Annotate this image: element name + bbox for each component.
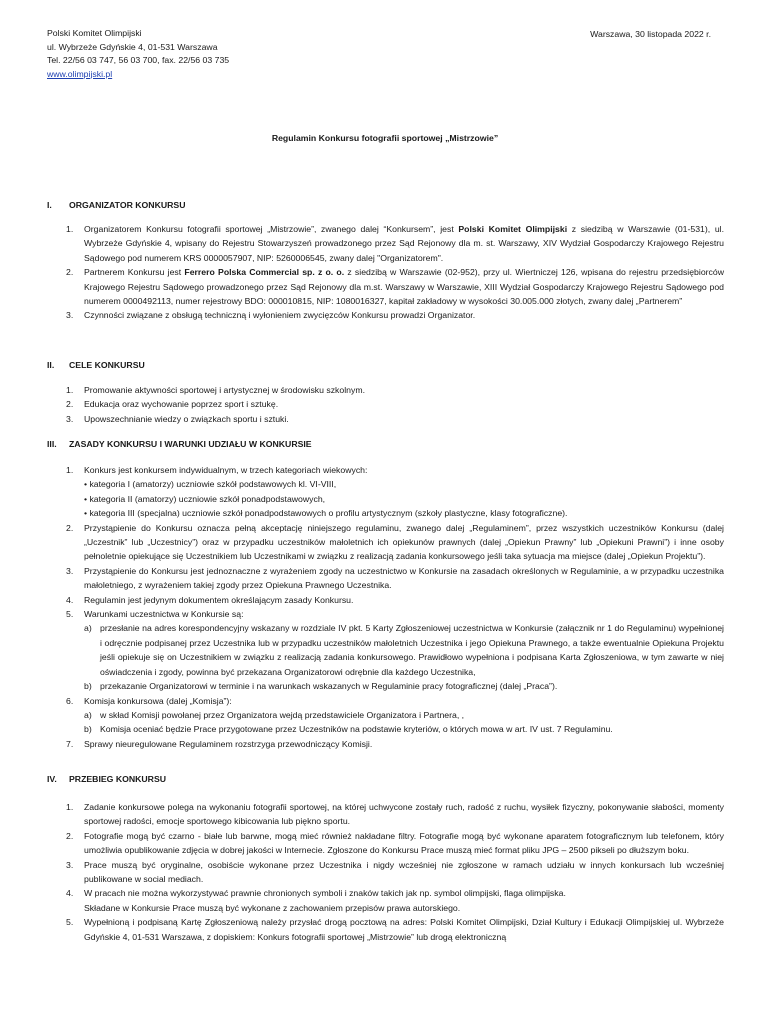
rules-list xyxy=(66,463,724,751)
list-item: 2. Edukacja oraz wychowanie poprzez sport i sztukę. xyxy=(66,399,279,410)
letterhead xyxy=(47,27,229,81)
list-item: 2. Przystąpienie do Konkursu oznacza pełną akceptację niniejszego regulaminu, zwanego dalej „Regulaminem”, przez wszystkich uczestników Konkursu (dalej „Uczestnik” lub „Uczestnicy”) oraz w przypadku uczestników małoletnich ich opiekunów prawnych (dalej „Opiekun Prawny” lub „Opiekuni Prawni”) i inne osoby pełnoletnie opiekujące się Uczestnikiem lub Uczestnikami w związku z realizacją zadania konkursowego jeśli taka sytuacja ma miejsce (dalej „Opiekun Projektu”). xyxy=(66,522,724,562)
conditions-list xyxy=(84,621,724,693)
list-item: • kategoria I (amatorzy) uczniowie szkół podstawowych kl. VI-VIII, xyxy=(84,479,337,490)
organizer-list xyxy=(66,222,724,323)
org-address: ul. Wybrzeże Gdyńskie 4, 01-531 Warszawa xyxy=(47,41,218,52)
list-item: • kategoria II (amatorzy) uczniowie szkół ponadpodstawowych, xyxy=(84,493,326,504)
category-list xyxy=(84,477,724,520)
website-link[interactable]: www.olimpijski.pl xyxy=(47,68,113,79)
section-heading-procedure: IV. PRZEBIEG KONKURSU xyxy=(47,774,167,784)
list-item: 5. Warunkami uczestnictwa w Konkursie są: a) przesłanie na adres korespondencyjny wskazany w rozdziale IV pkt. 5 Karty Zgłoszeniowej uczestnictwa w Konkursie (załącznik nr 1 do Regulaminu) wypełnionej i odręcznie podpisanej przez Uczestnika lub w przypadku uczestników małoletnich Uczestnika i jego Opiekuna Prawnego, a także ewentualnie Opiekuna Projektu jeśli opiekuje się on Uczestnikiem w związku z realizacją zadania konkursowego. Prawidłowo wypełniona i podpisana Karta Zgłoszeniowa, w tym zawarte w niej oświadczenia i zgody, powinna być przekazana Organizatorowi odrębnie dla każdego Uczestnika, b) przekazanie Organizatorowi w terminie i na warunkach wskazanych w Regulaminie pracy fotograficznej (dalej „Praca”). xyxy=(84,607,724,693)
list-item: 2. Partnerem Konkursu jest Ferrero Polska Commercial sp. z o. o. z siedzibą w Warszawie (02-952), przy ul. Wiertniczej 126, wpisana do rejestru przedsiębiorców Krajowego Rejestru Sądowego prowadzonego przez Sąd Rejonowy dla m.st. Warszawy w Warszawie, XIII Wydział Gospodarczy Krajowego Rejestru Sądowego pod numerem 0000492113, numer rejestrowy BDO: 000010815, NIP: 1080016327, kapitał zakładowy w wysokości 30.005.000 złotych, zwany dalej „Partnerem” xyxy=(66,267,724,307)
list-item: • kategoria III (specjalna) uczniowie szkół ponadpodstawowych o profilu artystycznym (szkoły plastyczne, klasy fotograficzne). xyxy=(84,508,568,519)
list-item: 5. Wypełnioną i podpisaną Kartę Zgłoszeniową należy przysłać drogą pocztową na adres: Polski Komitet Olimpijski, Dział Kultury i Edukacji Olimpijskiej ul. Wybrzeże Gdyńskie 4, 01-531 Warszawa, z dopiskiem: Konkurs fotografii sportowej „Mistrzowie” lub drogą elektroniczną xyxy=(66,917,724,942)
list-item: a) przesłanie na adres korespondencyjny wskazany w rozdziale IV pkt. 5 Karty Zgłoszeniowej uczestnictwa w Konkursie (załącznik nr 1 do Regulaminu) wypełnionej i odręcznie podpisanej przez Uczestnika lub w przypadku uczestników małoletnich Uczestnika i jego Opiekuna Prawnego, a także ewentualnie Opiekuna Projektu jeśli opiekuje się on Uczestnikiem w związku z realizacją zadania konkursowego. Prawidłowo wypełniona i podpisana Karta Zgłoszeniowa, w tym zawarte w niej oświadczenia i zgody, powinna być przekazana Organizatorowi odrębnie dla każdego Uczestnika, xyxy=(84,623,724,677)
list-item: a) w skład Komisji powołanej przez Organizatora wejdą przedstawiciele Organizatora i Partnera, , xyxy=(84,709,465,720)
section-heading-goals: II. CELE KONKURSU xyxy=(47,360,145,370)
procedure-list xyxy=(66,800,724,944)
list-item: 1. Promowanie aktywności sportowej i artystycznej w środowisku szkolnym. xyxy=(66,385,365,395)
goals-list xyxy=(66,383,724,426)
org-phone: Tel. 22/56 03 747, 56 03 700, fax. 22/56 03 735 xyxy=(47,55,230,65)
section-heading-rules: III. ZASADY KONKURSU I WARUNKI UDZIAŁU W KONKURSIE xyxy=(47,439,312,449)
list-item: b) przekazanie Organizatorowi w terminie i na warunkach wskazanych w Regulaminie pracy fotograficznej (dalej „Praca”). xyxy=(84,681,558,692)
list-item: 7. Sprawy nieuregulowane Regulaminem rozstrzyga przewodniczący Komisji. xyxy=(66,738,373,749)
list-item: 3. Przystąpienie do Konkursu jest jednoznaczne z wyrażeniem zgody na uczestnictwo w Konkursie na zasadach określonych w Regulaminie, a w przypadku uczestnika małoletniego, z wyrażeniem takiej zgody przez Opiekuna Prawnego Uczestnika. xyxy=(66,565,724,591)
commission-list xyxy=(84,708,724,737)
org-name: Polski Komitet Olimpijski xyxy=(47,28,142,38)
list-item: 2. Fotografie mogą być czarno - białe lub barwne, mogą mieć również nakładane filtry. Fotografie mogą być wykonane aparatem fotograficznym lub telefonem, który umożliwia opublikowanie zdjęcia w dobrej jakości w Internecie. Zgłoszone do Konkursu Prace muszą mieć format pliku JPG – 2500 pikseli po dłuższym boku. xyxy=(66,830,724,856)
section-heading-organizer: I. ORGANIZATOR KONKURSU xyxy=(47,200,186,210)
list-item: 1. Organizatorem Konkursu fotografii sportowej „Mistrzowie”, zwanego dalej “Konkursem”, jest Polski Komitet Olimpijski z siedzibą w Warszawie (01-531), ul. Wybrzeże Gdyńskie 4, wpisany do Rejestru Stowarzyszeń prowadzonego przez Sąd Rejonowy dla m. st. Warszawy, XIV Wydział Gospodarczy Krajowego Rejestru Sądowego pod numerem KRS 0000057907, NIP: 5260006545, zwany dalej "Organizatorem". xyxy=(66,224,724,263)
list-item: b) Komisja oceniać będzie Prace przygotowane przez Uczestników na podstawie kryteriów, o których mowa w art. IV ust. 7 Regulaminu. xyxy=(84,724,613,735)
list-item: 3. Upowszechnianie wiedzy o związkach sportu i sztuki. xyxy=(66,413,289,424)
list-item: 6. Komisja konkursowa (dalej „Komisja”): a) w skład Komisji powołanej przez Organizatora wejdą przedstawiciele Organizatora i Partnera, , b) Komisja oceniać będzie Prace przygotowane przez Uczestników na podstawie kryteriów, o których mowa w art. IV ust. 7 Regulaminu. xyxy=(84,694,724,737)
document-date: Warszawa, 30 listopada 2022 r. xyxy=(590,29,711,39)
list-item: 3. Prace muszą być oryginalne, osobiście wykonane przez Uczestnika i nigdy wcześniej nie zgłoszone w ramach udziału w innych konkursach lub wcześniej publikowane w social mediach. xyxy=(66,859,724,885)
list-item: 3. Czynności związane z obsługą techniczną i wyłonieniem zwycięzców Konkursu prowadzi Organizator. xyxy=(66,310,476,321)
document-title: Regulamin Konkursu fotografii sportowej „Mistrzowie” xyxy=(271,133,499,143)
list-item: 1. Zadanie konkursowe polega na wykonaniu fotografii sportowej, na której uchwycone zostały ruch, radość z ruchu, wysiłek fizyczny, pokonywanie słabości, momenty sportowej radości, emocje sportowego kibicowania lub piękno sportu. xyxy=(66,802,724,827)
list-item: 4. Regulamin jest jedynym dokumentem określającym zasady Konkursu. xyxy=(66,594,354,605)
list-item: 4. W pracach nie można wykorzystywać prawnie chronionych symboli i znaków takich jak np. symbol olimpijski, flaga olimpijska. Składane w Konkursie Prace muszą być wykonane z zachowaniem przepisów prawa autorskiego. xyxy=(66,888,566,913)
list-item: 1. Konkurs jest konkursem indywidualnym, w trzech kategoriach wiekowych: • kategoria I (amatorzy) uczniowie szkół podstawowych kl. VI-VIII, • kategoria II (amatorzy) uczniowie szkół ponadpodstawowych, • kategoria III (specjalna) uczniowie szkół ponadpodstawowych o profilu artystycznym (szkoły plastyczne, klasy fotograficzne). xyxy=(84,463,724,521)
